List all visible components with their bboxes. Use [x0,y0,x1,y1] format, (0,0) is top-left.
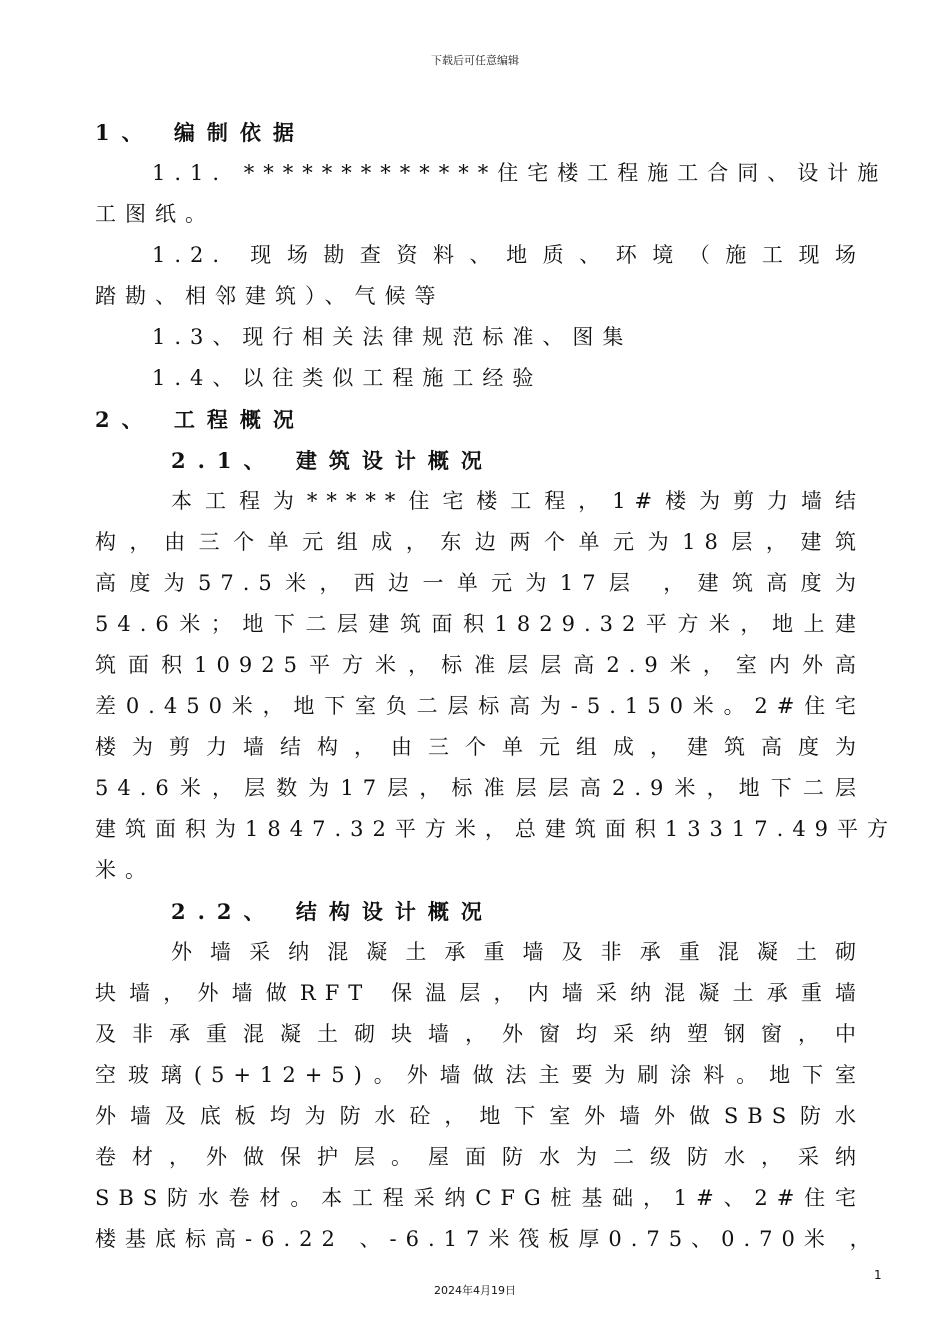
paragraph-line: 高度为57.5米，西边一单元为17层 ，建筑高度为 [95,571,865,595]
section-heading-1: 1、 编制依据 [95,120,306,145]
paragraph-line: 差0.450米，地下室负二层标高为-5.150米。2#住宅 [95,694,865,718]
page-footer-date: 2024年4月19日 [434,1284,516,1297]
paragraph-line: 工图纸。 [95,202,215,226]
paragraph-line: 建筑面积为1847.32平方米，总建筑面积13317.49平方 [95,817,898,841]
document-body [95,112,898,1260]
paragraph-line: 外墙采纳混凝土承重墙及非承重混凝土砌 [171,940,865,964]
paragraph-line: 踏勘、相邻建筑）、气候等 [95,284,445,308]
paragraph-line: 及非承重混凝土砌块墙，外窗均采纳塑钢窗，中 [95,1022,865,1046]
paragraph-line: 1.1. *************住宅楼工程施工合同、设计施 [152,161,888,185]
paragraph-line: SBS防水卷材。本工程采纳CFG桩基础，1#、2#住宅 [95,1186,865,1210]
paragraph-line: 块墙，外墙做RFT 保温层，内墙采纳混凝土承重墙 [95,981,865,1005]
page-header: 下载后可任意编辑 [431,54,519,67]
section-heading-2: 2、 工程概况 [95,407,306,432]
paragraph-line: 楼为剪力墙结构，由三个单元组成，建筑高度为 [95,735,865,759]
paragraph-line: 1.3、现行相关法律规范标准、图集 [152,325,633,349]
subsection-heading-2-1: 2.1、 建筑设计概况 [171,448,494,473]
paragraph-line: 构，由三个单元组成，东边两个单元为18层，建筑 [95,530,865,554]
paragraph-line: 米。 [95,858,155,882]
subsection-heading-2-2: 2.2、 结构设计概况 [171,899,494,924]
page-number: 1 [874,1268,882,1282]
paragraph-line: 楼基底标高-6.22 、-6.17米筏板厚0.75、0.70米 ， [95,1227,880,1251]
paragraph-line: 54.6米，层数为17层，标准层层高2.9米，地下二层 [95,776,865,800]
paragraph-line: 卷材，外做保护层。屋面防水为二级防水，采纳 [95,1145,865,1169]
paragraph-line: 空玻璃(5+12+5)。外墙做法主要为刷涂料。地下室 [95,1063,865,1087]
paragraph-line: 54.6米；地下二层建筑面积1829.32平方米，地上建 [95,612,865,636]
paragraph-line: 筑面积10925平方米，标准层层高2.9米，室内外高 [95,653,865,677]
paragraph-line: 外墙及底板均为防水砼，地下室外墙外做SBS防水 [95,1104,865,1128]
paragraph-line: 1.4、以往类似工程施工经验 [152,366,543,390]
paragraph-line: 本工程为*****住宅楼工程，1#楼为剪力墙结 [171,489,865,513]
paragraph-line: 1.2. 现场勘查资料、地质、环境（施工现场 [152,243,865,267]
